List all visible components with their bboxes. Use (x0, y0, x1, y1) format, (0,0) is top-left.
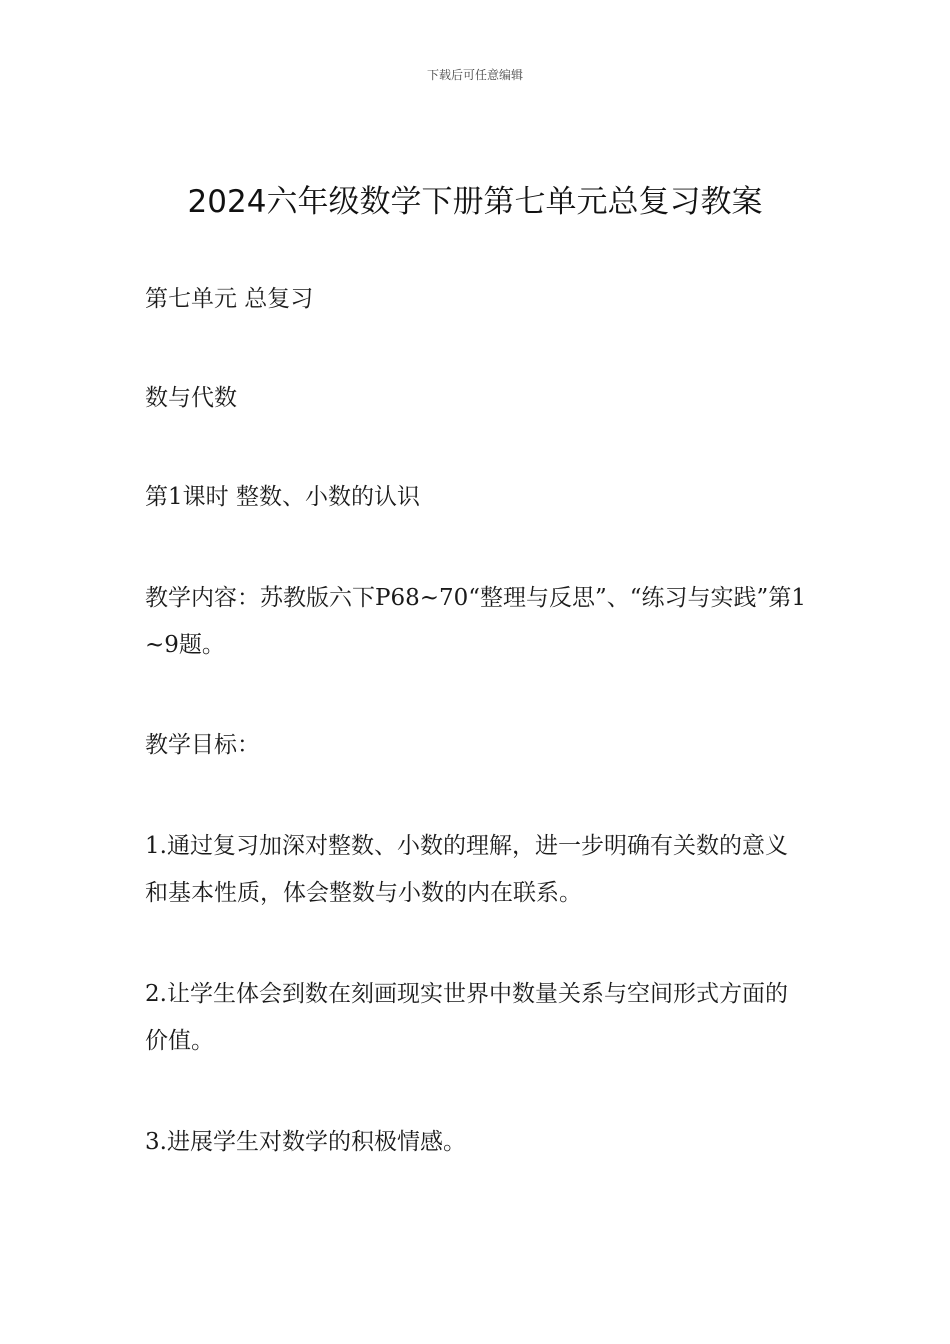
objective-item-1: 1.通过复习加深对整数、小数的理解，进一步明确有关数的意义和基本性质，体会整数与小数的内在联系。 (145, 833, 788, 906)
objective-item-2: 2.让学生体会到数在刻画现实世界中数量关系与空间形式方面的价值。 (145, 981, 788, 1054)
teaching-content: 教学内容：苏教版六下P68~70“整理与反思”、“练习与实践”第1~9题。 (145, 585, 806, 658)
objectives-heading: 教学目标： (145, 732, 260, 758)
section-heading: 数与代数 (145, 385, 237, 411)
unit-heading: 第七单元 总复习 (145, 286, 314, 312)
lesson-heading: 第1课时 整数、小数的认识 (145, 484, 420, 510)
page-header-note: 下载后可任意编辑 (426, 68, 523, 82)
objective-item-3: 3.进展学生对数学的积极情感。 (145, 1129, 466, 1155)
document-title: 2024六年级数学下册第七单元总复习教案 (187, 184, 763, 220)
